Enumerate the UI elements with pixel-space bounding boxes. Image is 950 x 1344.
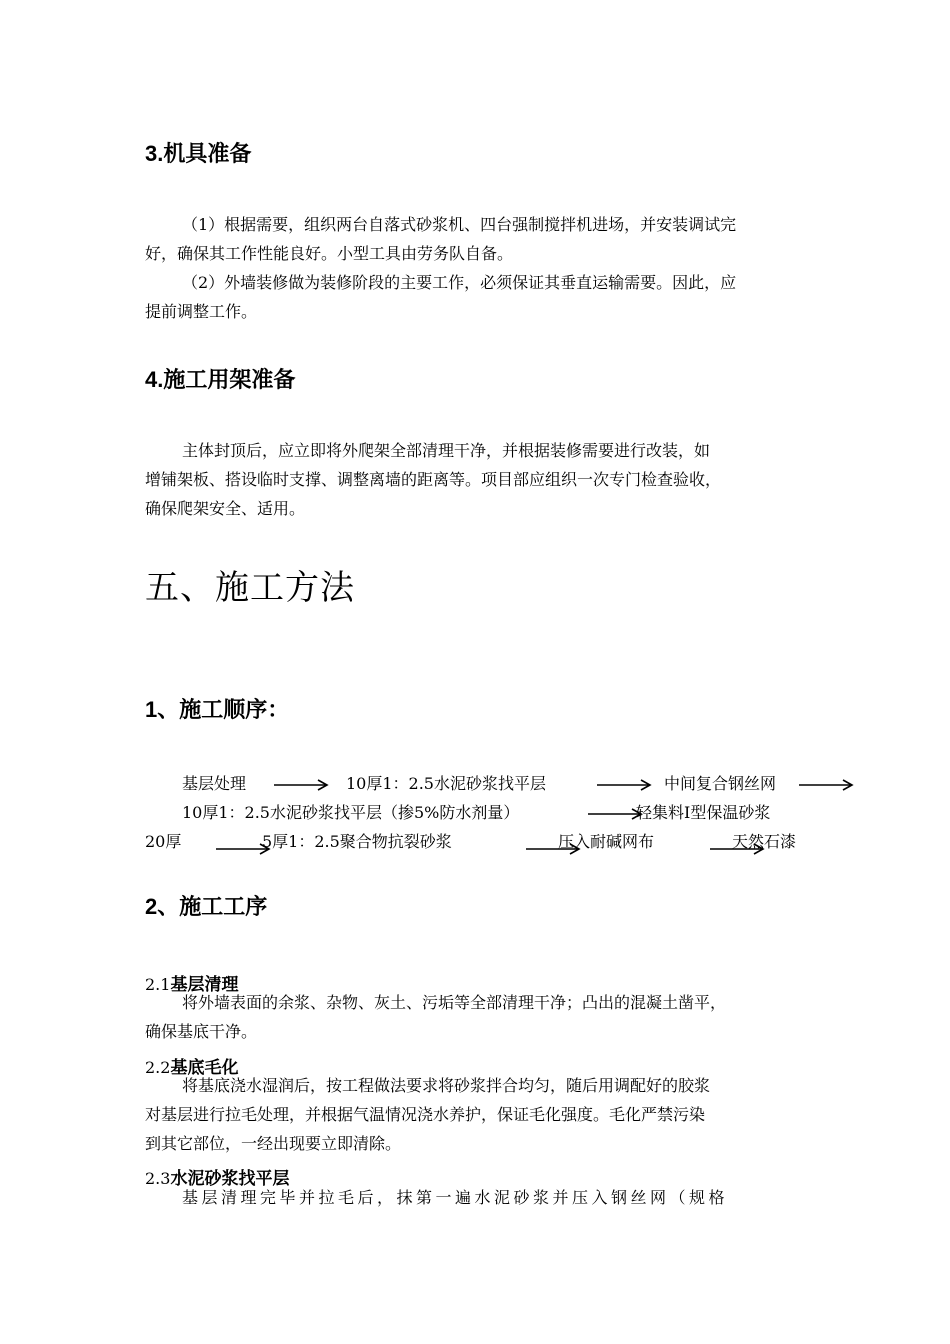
sequence-arrow-3 bbox=[799, 777, 857, 793]
section-3-para-1-line-2: 好，确保其工作性能良好。小型工具由劳务队自备。 bbox=[145, 244, 514, 263]
procedure-2-1-number: 2.1 bbox=[145, 975, 171, 994]
procedure-2-3-line-1: 基层清理完毕并拉毛后，抹第一遍水泥砂浆并压入钢丝网（规格 bbox=[182, 1188, 729, 1207]
sequence-step-4: 10厚1：2.5水泥砂浆找平层（掺5%防水剂量） bbox=[182, 803, 520, 822]
arrow-right-icon bbox=[799, 777, 857, 793]
procedure-2-1-line-2: 确保基底干净。 bbox=[145, 1022, 258, 1041]
sequence-arrow-1 bbox=[274, 777, 332, 793]
section-4-para-line-3: 确保爬架安全、适用。 bbox=[145, 499, 306, 518]
procedure-2-2-line-1: 将基底浇水湿润后，按工程做法要求将砂浆拌合均匀，随后用调配好的胶浆 bbox=[182, 1076, 711, 1095]
sequence-step-5: 轻集料Ⅰ型保温砂浆 bbox=[636, 803, 771, 822]
procedures-heading: 2、施工工序 bbox=[145, 894, 268, 919]
sequence-step-7: 5厚1：2.5聚合物抗裂砂浆 bbox=[262, 832, 452, 851]
section-3-para-1-line-1: （1）根据需要，组织两台自落式砂浆机、四台强制搅拌机进场，并安装调试完 bbox=[182, 215, 737, 234]
section-3-heading: 3.机具准备 bbox=[145, 141, 252, 166]
section-3-para-2-line-2: 提前调整工作。 bbox=[145, 302, 258, 321]
procedure-2-2-number: 2.2 bbox=[145, 1058, 171, 1077]
sequence-step-2: 10厚1：2.5水泥砂浆找平层 bbox=[346, 774, 546, 793]
arrow-right-icon bbox=[274, 777, 332, 793]
procedure-2-2-line-2: 对基层进行拉毛处理，并根据气温情况浇水养护，保证毛化强度。毛化严禁污染 bbox=[145, 1105, 706, 1124]
section-3-para-2-line-1: （2）外墙装修做为装修阶段的主要工作，必须保证其垂直运输需要。因此，应 bbox=[182, 273, 737, 292]
procedure-2-3-name: 水泥砂浆找平层 bbox=[170, 1169, 290, 1189]
procedure-2-1-line-1: 将外墙表面的余浆、杂物、灰土、污垢等全部清理干净；凸出的混凝土凿平， bbox=[182, 993, 727, 1012]
arrow-right-icon bbox=[597, 777, 655, 793]
chapter-5-heading: 五、施工方法 bbox=[145, 568, 355, 608]
section-4-para-line-2: 增铺架板、搭设临时支撑、调整离墙的距离等。项目部应组织一次专门检查验收， bbox=[145, 470, 722, 489]
procedure-2-3-number: 2.3 bbox=[145, 1169, 171, 1188]
sequence-heading: 1、施工顺序： bbox=[145, 697, 290, 722]
sequence-step-1: 基层处理 bbox=[182, 774, 247, 793]
sequence-step-9: 天然石漆 bbox=[732, 832, 797, 851]
procedure-2-1-name: 基层清理 bbox=[170, 975, 239, 995]
sequence-step-6: 20厚 bbox=[145, 832, 182, 851]
sequence-arrow-2 bbox=[597, 777, 655, 793]
section-4-para-line-1: 主体封顶后，应立即将外爬架全部清理干净，并根据装修需要进行改装，如 bbox=[182, 441, 711, 460]
procedure-2-2-name: 基底毛化 bbox=[170, 1058, 239, 1078]
sequence-step-3: 中间复合钢丝网 bbox=[664, 774, 777, 793]
section-4-heading: 4.施工用架准备 bbox=[145, 367, 296, 392]
sequence-step-8: 压入耐碱网布 bbox=[558, 832, 655, 851]
procedure-2-2-line-3: 到其它部位，一经出现要立即清除。 bbox=[145, 1134, 402, 1153]
